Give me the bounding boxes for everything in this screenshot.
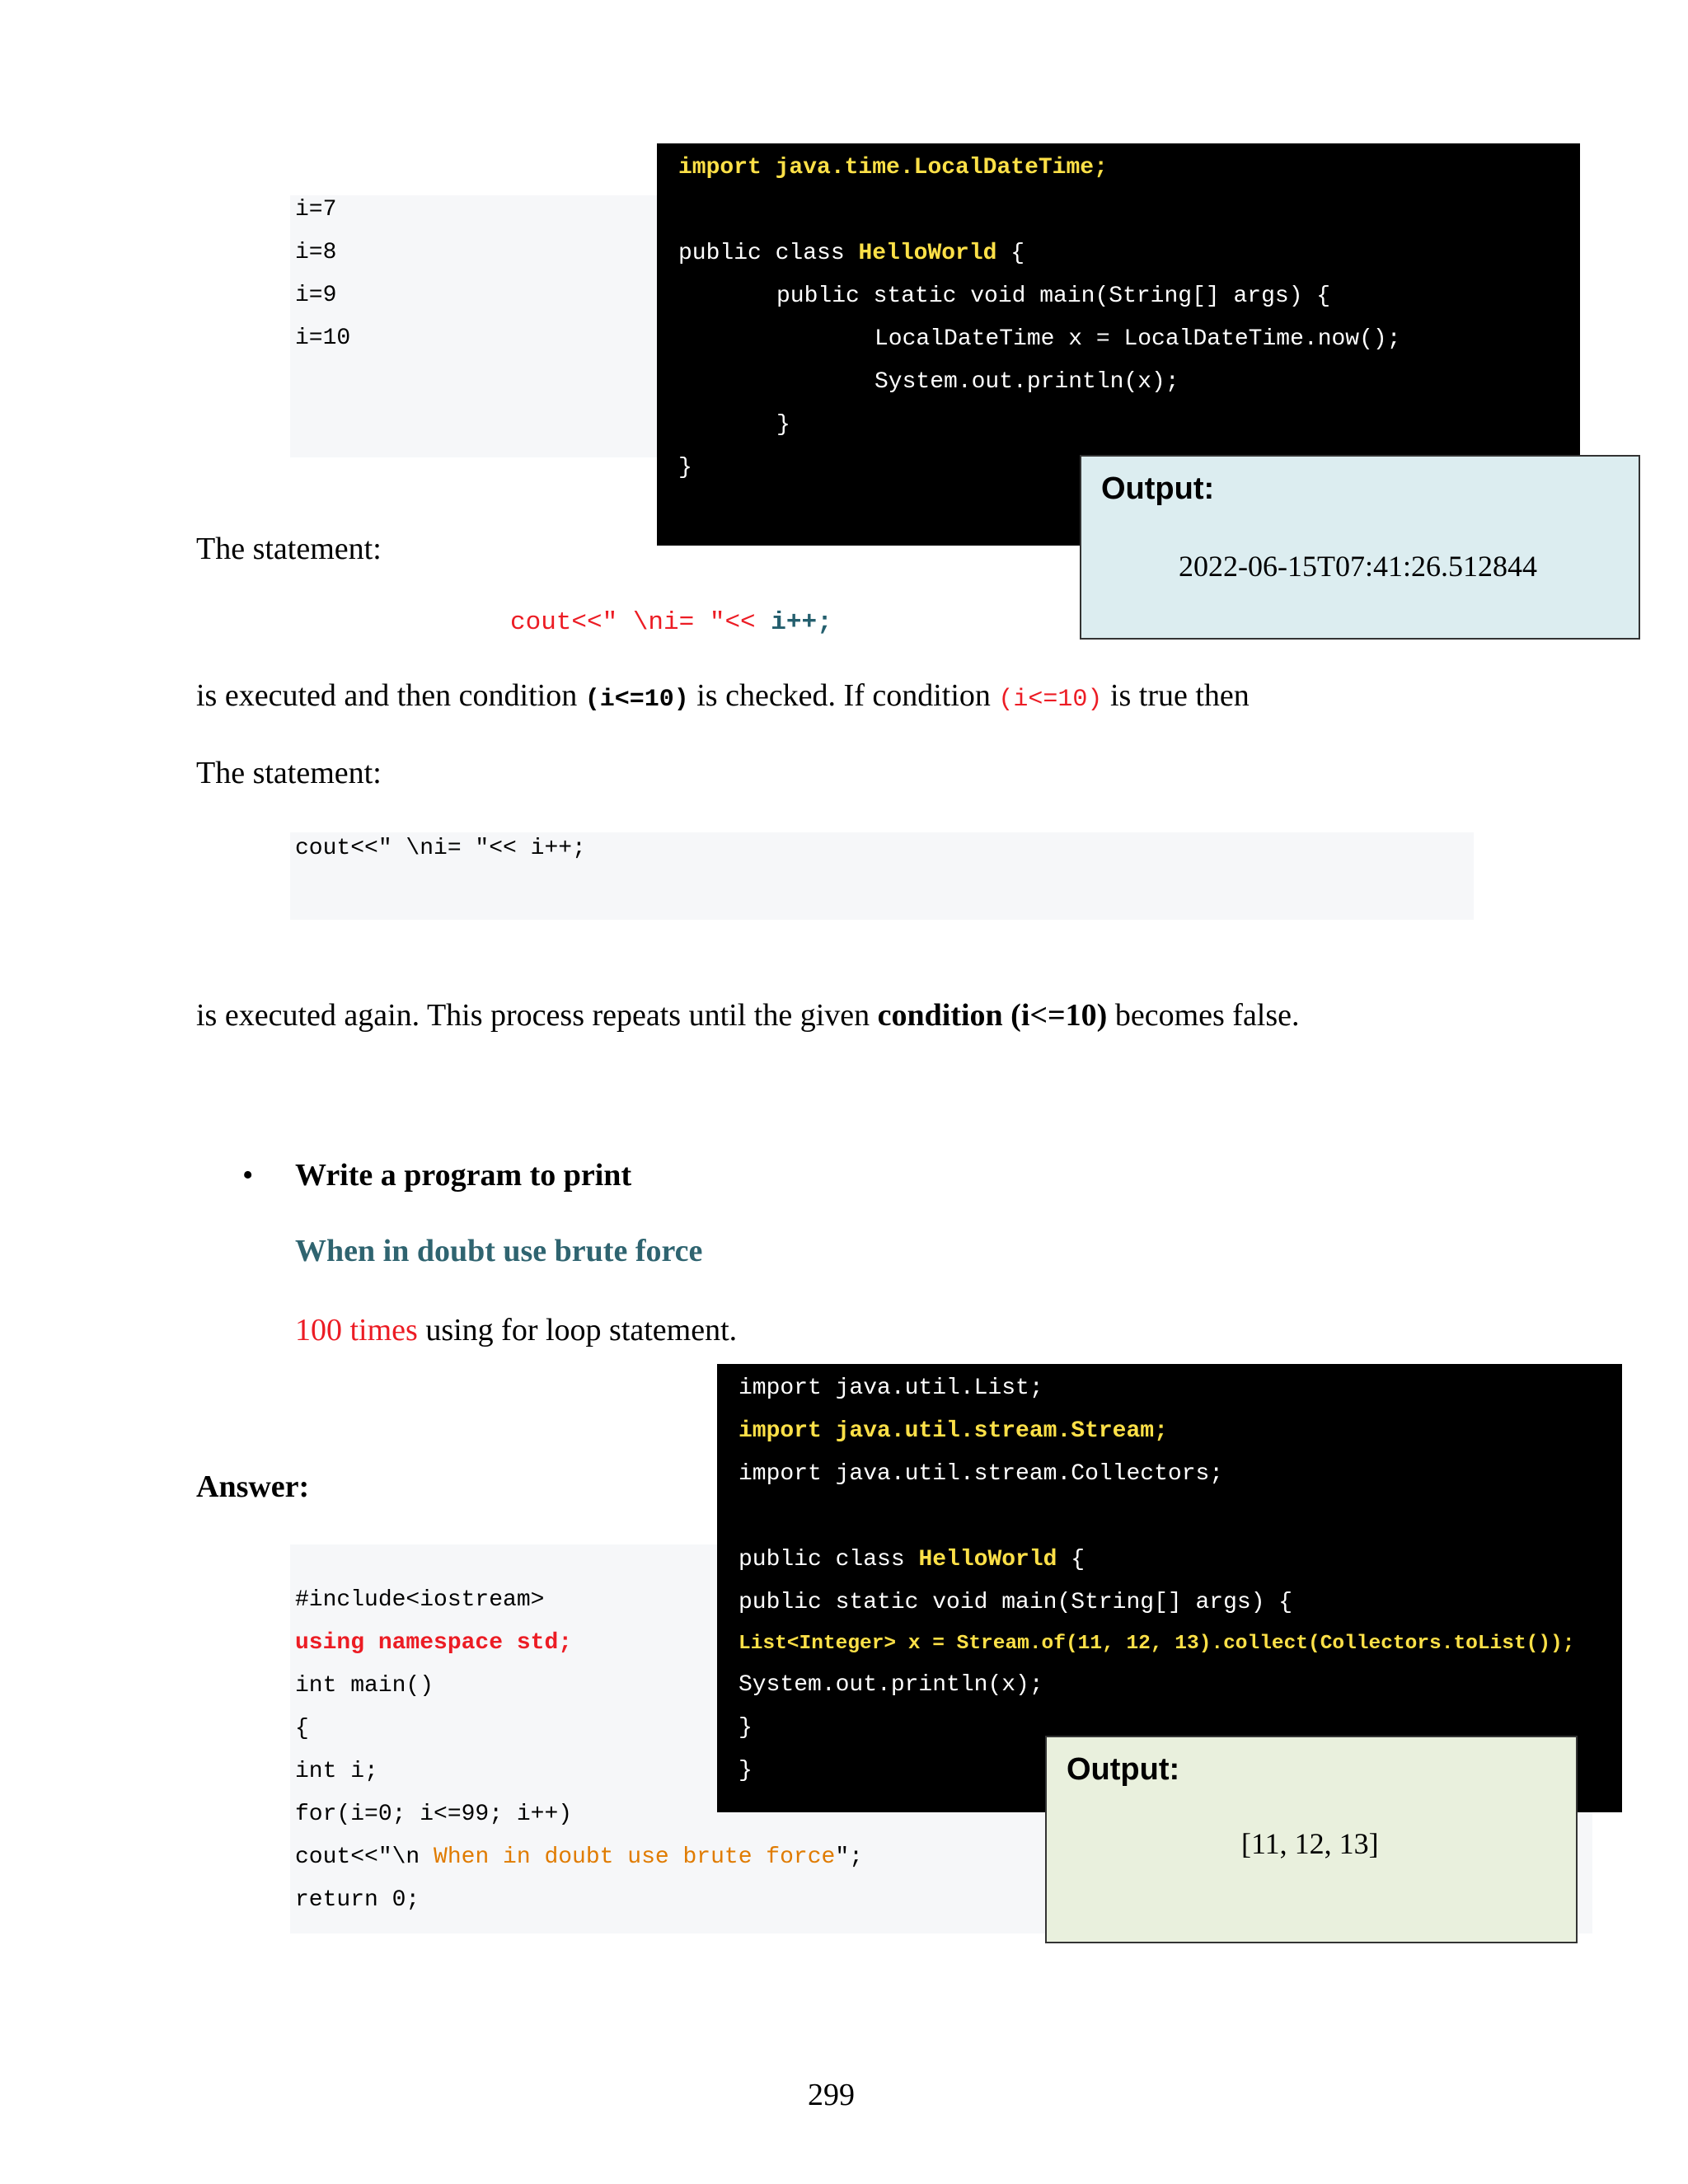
statement-label: The statement: — [196, 532, 382, 566]
code-line-import: import java.time.LocalDateTime; — [678, 155, 1108, 180]
code-line-return: return 0; — [295, 1887, 420, 1913]
code-line-cout: cout<<"\n When in doubt use brute force"; — [295, 1844, 863, 1870]
code-line-using: using namespace std; — [295, 1630, 573, 1656]
output-line: i=7 — [295, 197, 337, 223]
bullet: • — [242, 1158, 254, 1193]
code-line-close-class: } — [738, 1758, 753, 1783]
code-line-close-main: } — [738, 1715, 753, 1741]
output-box-1 — [1080, 455, 1640, 640]
code-line-main: public static void main(String[] args) { — [738, 1590, 1293, 1615]
output-title: Output: — [1067, 1752, 1180, 1787]
code-line-import-collectors: import java.util.stream.Collectors; — [738, 1461, 1224, 1487]
code-line-close-class: } — [678, 455, 692, 480]
statement-label: The statement: — [196, 756, 382, 790]
code-line-decl: int i; — [295, 1759, 378, 1784]
output-title: Output: — [1101, 471, 1215, 506]
code-line-main: public static void main(String[] args) { — [776, 284, 1331, 309]
output-line: i=9 — [295, 283, 337, 308]
statement-code-line: cout<<" \ni= "<< i++; — [295, 836, 586, 861]
code-line-class: public class HelloWorld { — [678, 241, 1025, 266]
page-number: 299 — [808, 2078, 855, 2112]
code-line-localdatetime: LocalDateTime x = LocalDateTime.now(); — [874, 326, 1401, 352]
output-box-2 — [1045, 1736, 1578, 1943]
code-line-println: System.out.println(x); — [874, 369, 1179, 395]
code-line-for: for(i=0; i<=99; i++) — [295, 1802, 573, 1827]
code-line-class: public class HelloWorld { — [738, 1547, 1085, 1572]
exercise-phrase: When in doubt use brute force — [295, 1234, 703, 1268]
output-line: i=10 — [295, 326, 351, 351]
answer-label: Answer: — [196, 1469, 310, 1504]
class-name: HelloWorld — [858, 241, 997, 266]
execution-paragraph: is executed and then condition (i<=10) is checked. If condition (i<=10) is true then — [196, 678, 1250, 714]
code-line-println: System.out.println(x); — [738, 1672, 1043, 1698]
code-line-list: List<Integer> x = Stream.of(11, 12, 13).collect(Collectors.toList()); — [738, 1633, 1575, 1655]
loop-output-lines — [295, 195, 625, 360]
code-line-main: int main() — [295, 1673, 434, 1699]
code-line-import-stream: import java.util.stream.Stream; — [738, 1418, 1168, 1444]
exercise-title: Write a program to print — [295, 1158, 632, 1193]
code-line-open: { — [295, 1716, 309, 1741]
output-value: [11, 12, 13] — [1241, 1827, 1379, 1860]
output-value: 2022-06-15T07:41:26.512844 — [1179, 550, 1537, 583]
times-count: 100 times — [295, 1313, 418, 1347]
inline-code-statement: cout<<" \ni= "<< i++; — [510, 608, 832, 637]
repeat-paragraph: is executed again. This process repeats until the given condition (i<=10) becomes false. — [196, 998, 1300, 1033]
condition-bold: (i<=10) — [584, 686, 689, 714]
class-name: HelloWorld — [918, 1547, 1057, 1572]
condition-red: (i<=10) — [998, 686, 1103, 714]
code-line-import-list: import java.util.List; — [738, 1376, 1043, 1401]
output-line: i=8 — [295, 240, 337, 265]
string-literal: When in doubt use brute force — [434, 1844, 836, 1870]
exercise-times: 100 times using for loop statement. — [295, 1313, 738, 1347]
code-line-include: #include<iostream> — [295, 1587, 545, 1613]
condition-bold-text: condition (i<=10) — [877, 998, 1108, 1033]
code-line-close-main: } — [776, 412, 790, 438]
